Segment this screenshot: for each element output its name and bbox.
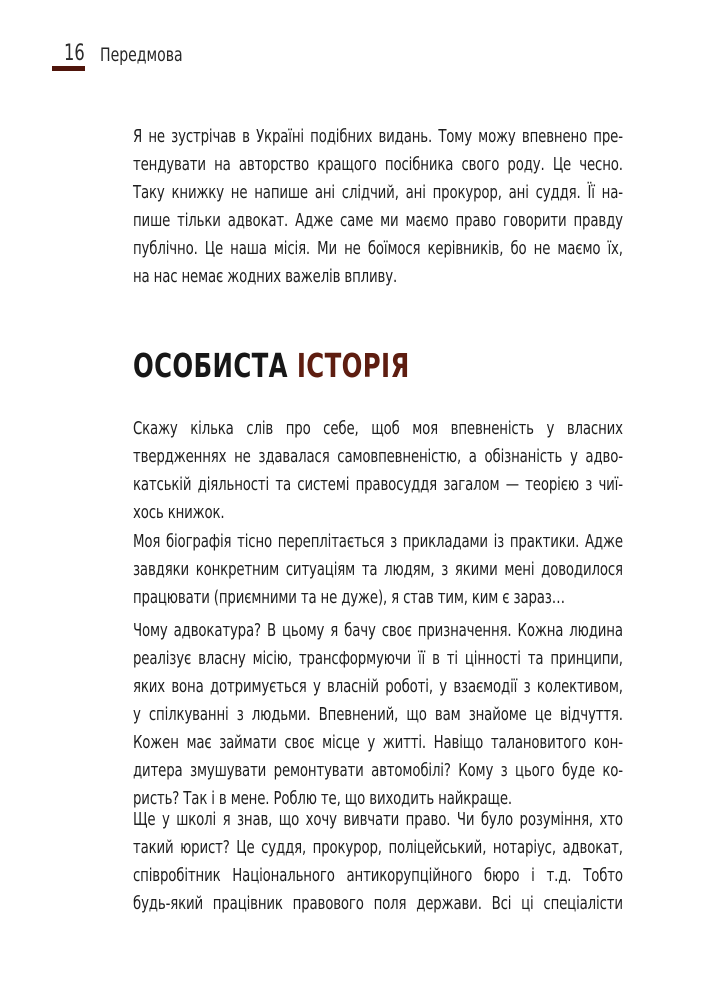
- text-line: ристь? Так і в мене. Роблю те, що виходить найкраще.: [133, 788, 512, 809]
- text-line: тендувати на авторство кращого посібника свого роду. Це чесно.: [133, 154, 623, 175]
- text-line: публічно. Це наша місія. Ми не боїмося керівників, бо не маємо їх,: [133, 238, 623, 259]
- paragraph-1: [133, 123, 623, 291]
- text-line: Кожен має займати своє місце у житті. Навіщо талановитого кон-: [133, 732, 623, 753]
- text-line: співробітник Національного антикорупційного бюро і т.д. Тобто: [133, 865, 623, 886]
- text-line: у спілкуванні з людьми. Впевнений, що вам знайоме це відчуття.: [133, 704, 623, 725]
- text-line: яких вона дотримується у власній роботі, у взаємодії з колективом,: [133, 676, 623, 697]
- text-line: катській діяльності та системі правосуддя загалом — теорією з чиї-: [133, 474, 623, 495]
- page-number: 16: [64, 41, 85, 66]
- text-line: Чому адвокатура? В цьому я бачу своє призначення. Кожна людина: [133, 620, 623, 641]
- section-heading-part-1: ОСОБИСТА: [133, 346, 288, 385]
- text-line: Я не зустрічав в Україні подібних видань. Тому можу впевнено пре-: [133, 126, 623, 147]
- text-line: Ще у школі я знав, що хочу вивчати право. Чи було розуміння, хто: [133, 809, 623, 830]
- text-line: будь-який працівник правового поля держави. Всі ці спеціалісти: [133, 893, 623, 914]
- running-header-chapter-title: Передмова: [100, 44, 183, 66]
- text-line: Скажу кілька слів про себе, щоб моя впевненість у власних: [133, 418, 623, 439]
- section-heading: [133, 346, 623, 385]
- text-line: хось книжок.: [133, 502, 225, 523]
- text-line: Моя біографія тісно переплітається з прикладами із практики. Адже: [133, 531, 623, 552]
- paragraph-5: [133, 806, 623, 918]
- text-line: завдяки конкретним ситуаціям та людям, з якими мені доводилося: [133, 559, 623, 580]
- text-line: пише тільки адвокат. Адже саме ми маємо право говорити правду: [133, 210, 623, 231]
- text-line: на нас немає жодних важелів впливу.: [133, 266, 398, 287]
- text-line: такий юрист? Це суддя, прокурор, поліцейський, нотаріус, адвокат,: [133, 837, 623, 858]
- text-line: реалізує власну місію, трансформуючи її в ті цінності та принципи,: [133, 648, 623, 669]
- paragraph-3: [133, 528, 623, 612]
- text-line: дитера змушувати ремонтувати автомобілі? Кому з цього буде ко-: [133, 760, 623, 781]
- section-heading-part-2: ІСТОРІЯ: [296, 346, 410, 385]
- paragraph-4: [133, 617, 623, 813]
- text-line: Таку книжку не напише ані слідчий, ані прокурор, ані суддя. Її на-: [133, 182, 623, 203]
- page-number-underline: [52, 66, 85, 71]
- paragraph-2: [133, 415, 623, 527]
- text-line: твердженнях не здавалася самовпевненістю, а обізнаність у адво-: [133, 446, 623, 467]
- text-line: працювати (приємними та не дуже), я став тим, ким є зараз…: [133, 587, 565, 608]
